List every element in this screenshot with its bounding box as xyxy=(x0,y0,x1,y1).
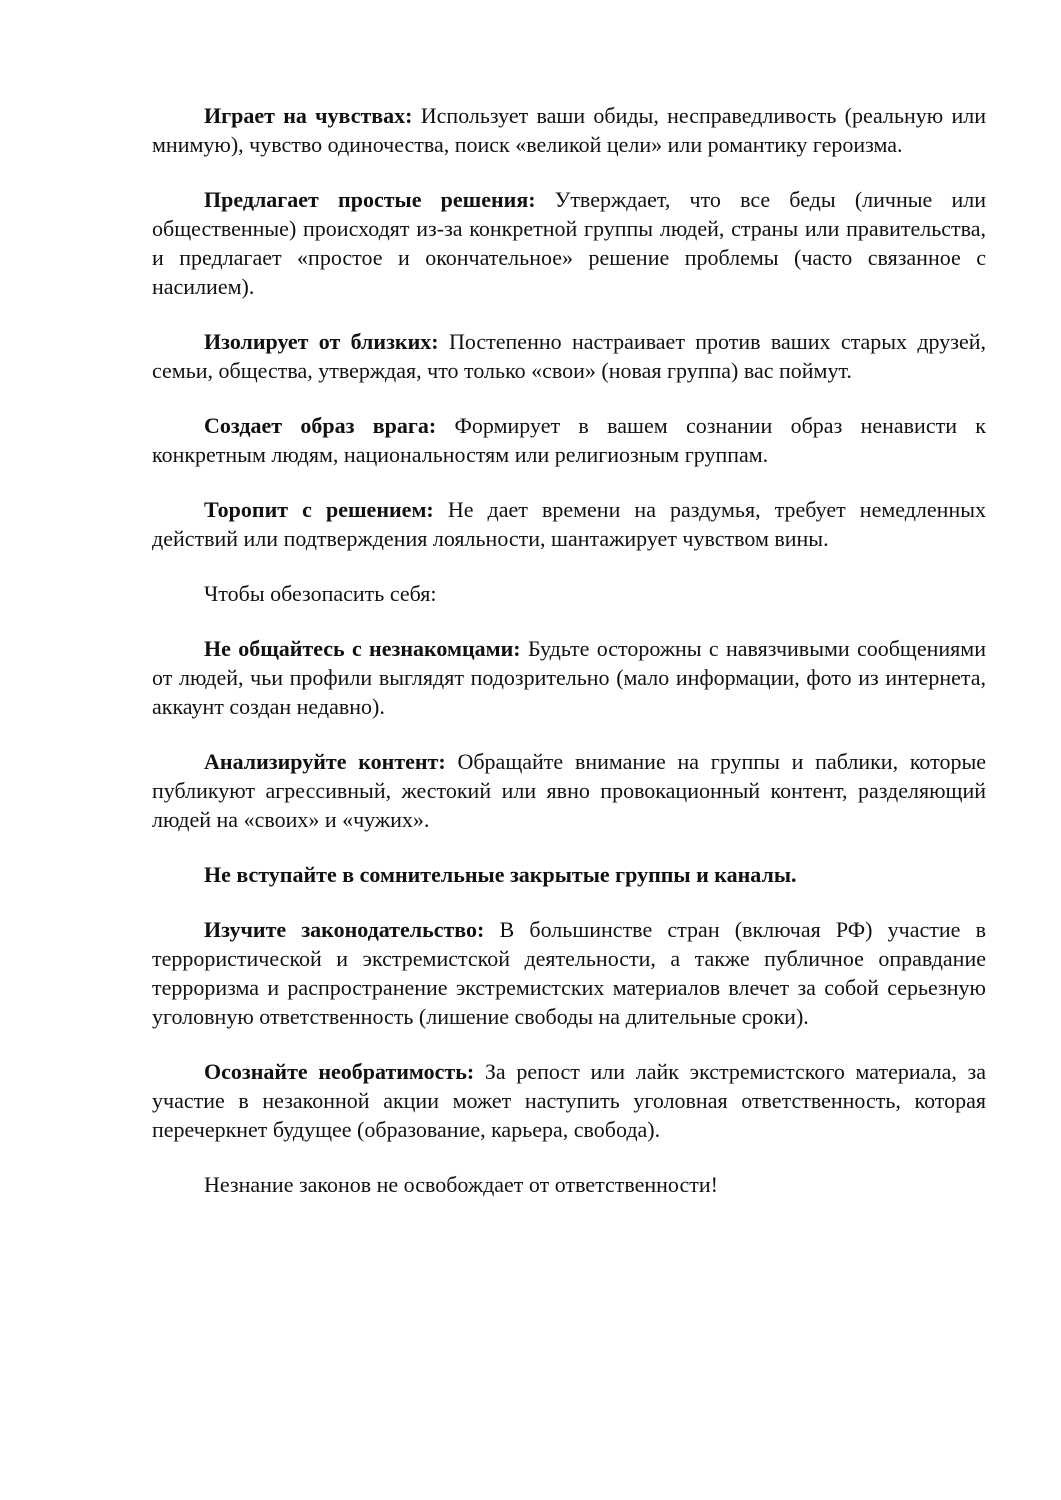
paragraph-term: Осознайте необратимость: xyxy=(204,1059,475,1084)
paragraph-text: Незнание законов не освобождает от ответственности! xyxy=(204,1172,718,1197)
paragraph-text: Использует ваши обиды, несправедливость (реальную или мнимую), чувство одиночества, поиск «великой цели» или романтику героизма. xyxy=(152,103,987,157)
paragraph-text: Не дает времени на раздумья, требует немедленных действий или подтверждения лояльности, шантажирует чувством вины. xyxy=(152,497,987,551)
document-page xyxy=(152,101,986,1225)
paragraph-enemy-image xyxy=(152,411,986,469)
paragraph-isolation xyxy=(152,327,986,385)
paragraph-term: Изолирует от близких: xyxy=(204,329,439,354)
paragraph-rushing xyxy=(152,495,986,553)
paragraph-text: Утверждает, что все беды (личные или общественные) происходят из-за конкретной группы людей, страны или правительства, и предлагает «простое и окончательное» решение проблемы (часто связанное с насилием). xyxy=(152,187,986,299)
paragraph-irreversibility xyxy=(152,1057,986,1144)
paragraph-emotions xyxy=(152,101,986,159)
paragraph-text: За репост или лайк экстремистского материала, за участие в незаконной акции может наступить уголовная ответственность, которая перечеркнет будущее (образование, карьера, свобода). xyxy=(152,1059,986,1142)
paragraph-text: Будьте осторожны с навязчивыми сообщениями от людей, чьи профили выглядят подозрительно (мало информации, фото из интернета, аккаунт создан недавно). xyxy=(152,636,986,719)
paragraph-term: Не общайтесь с незнакомцами: xyxy=(204,636,521,661)
paragraph-strangers xyxy=(152,634,986,721)
paragraph-text: Чтобы обезопасить себя: xyxy=(204,581,437,606)
paragraph-term: Анализируйте контент: xyxy=(204,749,446,774)
paragraph-text: Формирует в вашем сознании образ ненависти к конкретным людям, национальностям или религиозным группам. xyxy=(152,413,986,467)
paragraph-term: Создает образ врага: xyxy=(204,413,437,438)
paragraph-term: Не вступайте в сомнительные закрытые группы и каналы. xyxy=(204,862,797,887)
paragraph-closing-statement xyxy=(152,1170,986,1199)
paragraph-protect-yourself-heading xyxy=(152,579,986,608)
paragraph-text: Обращайте внимание на группы и паблики, которые публикуют агрессивный, жестокий или явно провокационный контент, разделяющий людей на «своих» и «чужих». xyxy=(152,749,986,832)
paragraph-term: Играет на чувствах: xyxy=(204,103,413,128)
paragraph-term: Изучите законодательство: xyxy=(204,917,485,942)
paragraph-closed-groups xyxy=(152,860,986,889)
paragraph-text: В большинстве стран (включая РФ) участие в террористической и экстремистской деятельности, а также публичное оправдание терроризма и распространение экстремистских материалов влечет за собой серьезную уголовную ответственность (лишение свободы на длительные сроки). xyxy=(152,917,986,1029)
paragraph-analyze-content xyxy=(152,747,986,834)
paragraph-term: Торопит с решением: xyxy=(204,497,434,522)
paragraph-term: Предлагает простые решения: xyxy=(204,187,536,212)
paragraph-simple-solutions xyxy=(152,185,986,301)
paragraph-text: Постепенно настраивает против ваших старых друзей, семьи, общества, утверждая, что только «свои» (новая группа) вас поймут. xyxy=(152,329,986,383)
paragraph-legislation xyxy=(152,915,986,1031)
